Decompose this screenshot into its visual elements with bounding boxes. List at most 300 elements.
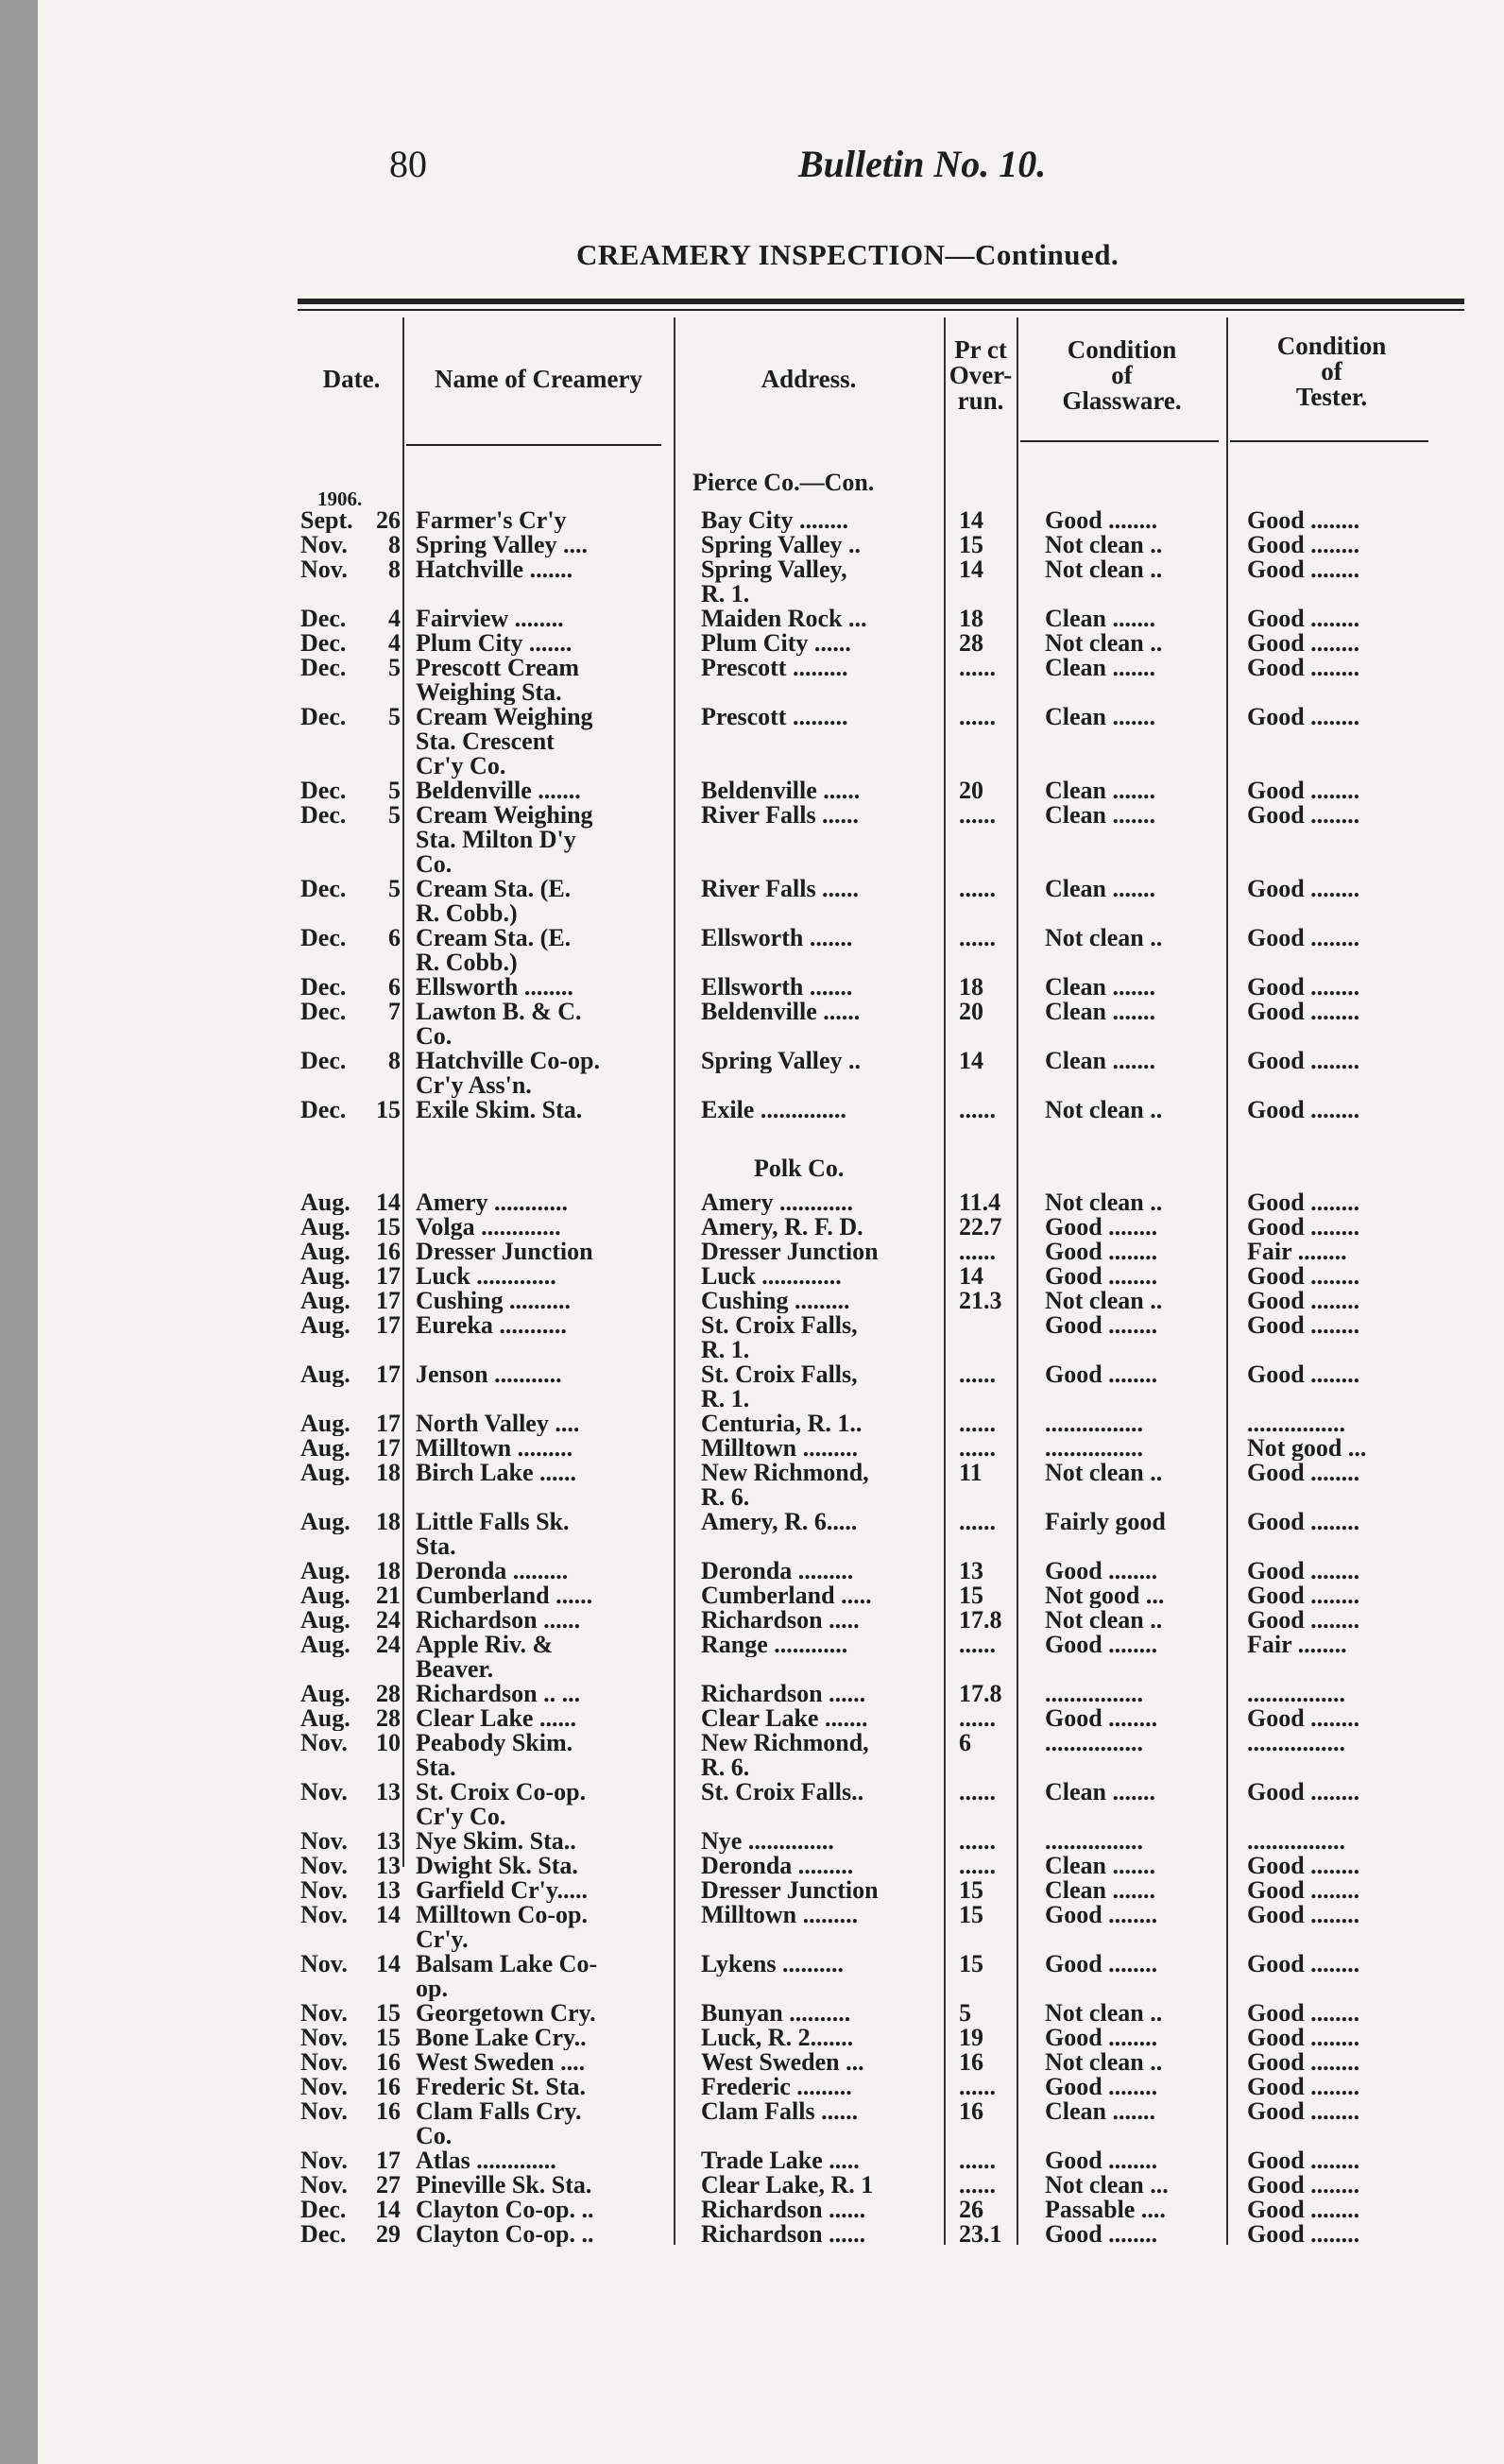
overrun-value: 21.3 xyxy=(959,1289,1002,1313)
date-day: 8 xyxy=(388,557,401,582)
date-day: 17 xyxy=(376,2148,401,2173)
tester-condition: Good ........ xyxy=(1247,1780,1360,1805)
creamery-name: Eureka ........... xyxy=(416,1313,567,1338)
date-month: Sept. xyxy=(300,508,353,533)
creamery-name: Frederic St. Sta. xyxy=(416,2075,587,2099)
col-header-name: Name of Creamery xyxy=(435,365,642,393)
creamery-name: Spring Valley .... xyxy=(416,533,589,557)
tester-condition: Good ........ xyxy=(1247,1510,1360,1534)
tester-condition: Good ........ xyxy=(1247,1362,1360,1387)
overrun-value: ...... xyxy=(959,1412,996,1436)
date-day: 18 xyxy=(376,1510,401,1534)
tester-condition: Good ........ xyxy=(1247,926,1360,950)
date-day: 5 xyxy=(388,705,401,729)
date-month: Aug. xyxy=(300,1633,350,1657)
date-day: 15 xyxy=(376,2001,401,2026)
creamery-address: Richardson ..... xyxy=(701,1608,860,1633)
glassware-condition: Good ........ xyxy=(1045,1706,1158,1731)
creamery-address: Beldenville ...... xyxy=(701,779,861,803)
date-day: 17 xyxy=(376,1264,401,1289)
date-day: 16 xyxy=(376,1240,401,1264)
creamery-name: Richardson .. ... xyxy=(416,1682,581,1706)
creamery-address: Richardson ...... xyxy=(701,2198,866,2222)
overrun-value: ...... xyxy=(959,1780,996,1805)
date-month: Dec. xyxy=(300,926,347,950)
glassware-condition: Good ........ xyxy=(1045,1313,1158,1338)
date-month: Aug. xyxy=(300,1706,350,1731)
date-month: Dec. xyxy=(300,1000,347,1024)
date-month: Nov. xyxy=(300,1854,348,1878)
overrun-value: ...... xyxy=(959,803,996,828)
overrun-value: ...... xyxy=(959,2148,996,2173)
tester-condition: ................ xyxy=(1247,1682,1345,1706)
glassware-condition: Good ........ xyxy=(1045,1362,1158,1387)
creamery-name: Hatchville Co-op. Cr'y Ass'n. xyxy=(416,1049,600,1098)
creamery-address: Milltown ......... xyxy=(701,1436,859,1461)
tester-condition: Good ........ xyxy=(1247,2001,1360,2026)
creamery-address: St. Croix Falls, R. 1. xyxy=(701,1362,858,1412)
glassware-condition: Not clean .. xyxy=(1045,1289,1163,1313)
tester-condition: Good ........ xyxy=(1247,2075,1360,2099)
glassware-condition: Not clean .. xyxy=(1045,631,1163,656)
creamery-address: Maiden Rock ... xyxy=(701,607,867,631)
date-month: Nov. xyxy=(300,1903,348,1927)
date-month: Nov. xyxy=(300,1878,348,1903)
date-day: 13 xyxy=(376,1780,401,1805)
tester-condition: Good ........ xyxy=(1247,1049,1360,1073)
date-month: Nov. xyxy=(300,2173,348,2198)
tester-condition: Good ........ xyxy=(1247,1903,1360,1927)
glassware-condition: Good ........ xyxy=(1045,1952,1158,1976)
tester-condition: Good ........ xyxy=(1247,508,1360,533)
creamery-address: New Richmond, R. 6. xyxy=(701,1461,869,1510)
date-month: Nov. xyxy=(300,533,348,557)
creamery-address: New Richmond, R. 6. xyxy=(701,1731,869,1780)
date-month: Aug. xyxy=(300,1362,350,1387)
date-month: Aug. xyxy=(300,1190,350,1215)
overrun-value: 20 xyxy=(959,1000,983,1024)
date-day: 29 xyxy=(376,2222,401,2247)
date-day: 17 xyxy=(376,1412,401,1436)
creamery-name: Richardson ...... xyxy=(416,1608,581,1633)
date-month: Nov. xyxy=(300,1780,348,1805)
date-month: Aug. xyxy=(300,1313,350,1338)
creamery-name: Peabody Skim. Sta. xyxy=(416,1731,573,1780)
creamery-address: Dresser Junction xyxy=(701,1240,879,1264)
glassware-condition: Good ........ xyxy=(1045,1559,1158,1583)
overrun-value: 23.1 xyxy=(959,2222,1002,2247)
tester-condition: Not good ... xyxy=(1247,1436,1367,1461)
overrun-value: 18 xyxy=(959,607,983,631)
date-day: 14 xyxy=(376,1903,401,1927)
tester-condition: Good ........ xyxy=(1247,607,1360,631)
date-month: Dec. xyxy=(300,607,347,631)
col-header-tester-line: Condition xyxy=(1276,332,1387,360)
date-month: Dec. xyxy=(300,779,347,803)
overrun-value: 15 xyxy=(959,1583,983,1608)
date-day: 16 xyxy=(376,2050,401,2075)
col-header-overrun-line: Over- xyxy=(949,361,1013,389)
creamery-address: Milltown ......... xyxy=(701,1903,859,1927)
date-month: Nov. xyxy=(300,557,348,582)
page-number: 80 xyxy=(389,143,427,185)
creamery-address: Prescott ......... xyxy=(701,656,848,680)
col-header-overrun-line: run. xyxy=(957,386,1004,415)
tester-condition: Good ........ xyxy=(1247,1706,1360,1731)
date-month: Aug. xyxy=(300,1608,350,1633)
tester-condition: Good ........ xyxy=(1247,1215,1360,1240)
creamery-address: Plum City ...... xyxy=(701,631,851,656)
glassware-condition: Not clean .. xyxy=(1045,926,1163,950)
date-day: 7 xyxy=(388,1000,401,1024)
date-month: Dec. xyxy=(300,705,347,729)
creamery-address: St. Croix Falls.. xyxy=(701,1780,864,1805)
date-day: 10 xyxy=(376,1731,401,1755)
date-day: 13 xyxy=(376,1854,401,1878)
date-month: Dec. xyxy=(300,877,347,901)
creamery-name: Jenson ........... xyxy=(416,1362,562,1387)
creamery-name: Fairview ........ xyxy=(416,607,564,631)
date-month: Nov. xyxy=(300,1731,348,1755)
creamery-name: Plum City ....... xyxy=(416,631,573,656)
creamery-name: Prescott Cream Weighing Sta. xyxy=(416,656,580,705)
date-day: 8 xyxy=(388,1049,401,1073)
glassware-condition: ................ xyxy=(1045,1829,1143,1854)
tester-condition: Fair ........ xyxy=(1247,1240,1347,1264)
creamery-name: Milltown Co-op. Cr'y. xyxy=(416,1903,588,1952)
glassware-condition: Good ........ xyxy=(1045,2222,1158,2247)
date-month: Aug. xyxy=(300,1264,350,1289)
creamery-address: River Falls ...... xyxy=(701,803,860,828)
overrun-value: 15 xyxy=(959,1952,983,1976)
tester-condition: Good ........ xyxy=(1247,2099,1360,2124)
overrun-value: ...... xyxy=(959,705,996,729)
creamery-address: Dresser Junction xyxy=(701,1878,879,1903)
creamery-address: Centuria, R. 1.. xyxy=(701,1412,863,1436)
date-month: Nov. xyxy=(300,2026,348,2050)
date-month: Aug. xyxy=(300,1240,350,1264)
tester-condition: Good ........ xyxy=(1247,1264,1360,1289)
date-month: Nov. xyxy=(300,2050,348,2075)
glassware-condition: Clean ....... xyxy=(1045,779,1155,803)
tester-condition: Good ........ xyxy=(1247,1854,1360,1878)
overrun-value: ...... xyxy=(959,1510,996,1534)
date-day: 8 xyxy=(388,533,401,557)
creamery-address: Cumberland ..... xyxy=(701,1583,872,1608)
year-label: 1906. xyxy=(317,488,363,510)
creamery-name: Dresser Junction xyxy=(416,1240,593,1264)
tester-condition: Good ........ xyxy=(1247,2222,1360,2247)
creamery-address: Nye .............. xyxy=(701,1829,834,1854)
overrun-value: ...... xyxy=(959,656,996,680)
date-day: 5 xyxy=(388,877,401,901)
tester-condition: Good ........ xyxy=(1247,1559,1360,1583)
overrun-value: 11 xyxy=(959,1461,983,1485)
glassware-condition: Good ........ xyxy=(1045,2075,1158,2099)
creamery-address: Amery, R. F. D. xyxy=(701,1215,863,1240)
tester-condition: Good ........ xyxy=(1247,1289,1360,1313)
col-header-tester-line: Tester. xyxy=(1295,383,1368,411)
glassware-condition: Clean ....... xyxy=(1045,607,1155,631)
glassware-condition: Not clean .. xyxy=(1045,1098,1163,1122)
tester-condition: ................ xyxy=(1247,1412,1345,1436)
date-day: 14 xyxy=(376,1952,401,1976)
date-month: Dec. xyxy=(300,803,347,828)
overrun-value: 18 xyxy=(959,975,983,1000)
glassware-condition: Good ........ xyxy=(1045,508,1158,533)
tester-condition: Good ........ xyxy=(1247,557,1360,582)
col-header-overrun-line: Pr ct xyxy=(954,335,1007,364)
creamery-address: Clam Falls ...... xyxy=(701,2099,859,2124)
overrun-value: ...... xyxy=(959,2173,996,2198)
glassware-condition: Good ........ xyxy=(1045,1240,1158,1264)
creamery-name: Amery ............ xyxy=(416,1190,569,1215)
creamery-address: Ellsworth ....... xyxy=(701,926,853,950)
overrun-value: ...... xyxy=(959,2075,996,2099)
tester-condition: Good ........ xyxy=(1247,1461,1360,1485)
glassware-condition: Good ........ xyxy=(1045,2026,1158,2050)
tester-condition: Good ........ xyxy=(1247,1608,1360,1633)
glassware-condition: Clean ....... xyxy=(1045,1854,1155,1878)
creamery-name: St. Croix Co-op. Cr'y Co. xyxy=(416,1780,587,1829)
table-body xyxy=(38,0,1504,2464)
date-day: 5 xyxy=(388,779,401,803)
date-day: 15 xyxy=(376,1215,401,1240)
tester-condition: Good ........ xyxy=(1247,2050,1360,2075)
date-month: Dec. xyxy=(300,631,347,656)
date-month: Nov. xyxy=(300,1952,348,1976)
date-month: Aug. xyxy=(300,1412,350,1436)
date-month: Dec. xyxy=(300,2198,347,2222)
creamery-name: Hatchville ....... xyxy=(416,557,573,582)
overrun-value: 6 xyxy=(959,1731,971,1755)
col-header-glassware-line: Condition xyxy=(1067,335,1177,364)
date-day: 4 xyxy=(388,631,401,656)
date-month: Aug. xyxy=(300,1436,350,1461)
glassware-condition: Clean ....... xyxy=(1045,975,1155,1000)
overrun-value: 28 xyxy=(959,631,983,656)
glassware-condition: Good ........ xyxy=(1045,1264,1158,1289)
creamery-name: Nye Skim. Sta.. xyxy=(416,1829,576,1854)
creamery-name: Milltown ......... xyxy=(416,1436,573,1461)
creamery-name: Birch Lake ...... xyxy=(416,1461,576,1485)
tester-condition: Good ........ xyxy=(1247,975,1360,1000)
tester-condition: Good ........ xyxy=(1247,2173,1360,2198)
glassware-condition: Not clean .. xyxy=(1045,1461,1163,1485)
overrun-value: 15 xyxy=(959,1878,983,1903)
tester-condition: Good ........ xyxy=(1247,1583,1360,1608)
creamery-name: Cream Sta. (E. R. Cobb.) xyxy=(416,877,572,926)
creamery-name: Cushing .......... xyxy=(416,1289,571,1313)
glassware-condition: Not clean ... xyxy=(1045,2173,1169,2198)
creamery-name: Bone Lake Cry.. xyxy=(416,2026,587,2050)
overrun-value: ...... xyxy=(959,1854,996,1878)
tester-condition: Good ........ xyxy=(1247,1098,1360,1122)
tester-condition: Good ........ xyxy=(1247,1952,1360,1976)
glassware-condition: Good ........ xyxy=(1045,1215,1158,1240)
overrun-value: 11.4 xyxy=(959,1190,1001,1215)
overrun-value: 14 xyxy=(959,557,983,582)
overrun-value: 16 xyxy=(959,2050,983,2075)
creamery-name: Lawton B. & C. Co. xyxy=(416,1000,582,1049)
tester-condition: Good ........ xyxy=(1247,1878,1360,1903)
date-day: 6 xyxy=(388,926,401,950)
county-heading: Pierce Co.—Con. xyxy=(692,469,875,496)
glassware-condition: Good ........ xyxy=(1045,2148,1158,2173)
date-day: 6 xyxy=(388,975,401,1000)
creamery-address: Deronda ......... xyxy=(701,1854,854,1878)
creamery-address: Clear Lake ....... xyxy=(701,1706,868,1731)
date-day: 16 xyxy=(376,2099,401,2124)
date-month: Nov. xyxy=(300,1829,348,1854)
creamery-address: Luck, R. 2....... xyxy=(701,2026,854,2050)
date-day: 5 xyxy=(388,656,401,680)
tester-condition: Good ........ xyxy=(1247,1000,1360,1024)
creamery-address: Luck ............. xyxy=(701,1264,842,1289)
tester-condition: ................ xyxy=(1247,1829,1345,1854)
creamery-address: Amery, R. 6..... xyxy=(701,1510,858,1534)
glassware-condition: Not good ... xyxy=(1045,1583,1165,1608)
creamery-name: Farmer's Cr'y xyxy=(416,508,567,533)
creamery-address: Bay City ........ xyxy=(701,508,848,533)
glassware-condition: Clean ....... xyxy=(1045,877,1155,901)
date-month: Aug. xyxy=(300,1682,350,1706)
date-month: Aug. xyxy=(300,1559,350,1583)
glassware-condition: Passable .... xyxy=(1045,2198,1166,2222)
creamery-name: Cream Weighing Sta. Milton D'y Co. xyxy=(416,803,593,877)
creamery-address: St. Croix Falls, R. 1. xyxy=(701,1313,858,1362)
date-month: Dec. xyxy=(300,656,347,680)
glassware-condition: ................ xyxy=(1045,1412,1143,1436)
overrun-value: 20 xyxy=(959,779,983,803)
glassware-condition: Clean ....... xyxy=(1045,1878,1155,1903)
creamery-name: West Sweden .... xyxy=(416,2050,586,2075)
date-month: Nov. xyxy=(300,2099,348,2124)
tester-condition: Good ........ xyxy=(1247,631,1360,656)
overrun-value: 17.8 xyxy=(959,1682,1002,1706)
creamery-name: Cream Sta. (E. R. Cobb.) xyxy=(416,926,572,975)
glassware-condition: ................ xyxy=(1045,1682,1143,1706)
bulletin-title: Bulletin No. 10. xyxy=(798,143,1047,185)
creamery-name: Dwight Sk. Sta. xyxy=(416,1854,578,1878)
date-month: Dec. xyxy=(300,975,347,1000)
glassware-condition: Clean ....... xyxy=(1045,1049,1155,1073)
creamery-address: River Falls ...... xyxy=(701,877,860,901)
creamery-name: North Valley .... xyxy=(416,1412,580,1436)
glassware-condition: ................ xyxy=(1045,1436,1143,1461)
overrun-value: 17.8 xyxy=(959,1608,1002,1633)
date-day: 5 xyxy=(388,803,401,828)
creamery-name: Clayton Co-op. .. xyxy=(416,2198,594,2222)
glassware-condition: Not clean .. xyxy=(1045,533,1163,557)
creamery-address: Range ............ xyxy=(701,1633,848,1657)
creamery-name: Clayton Co-op. .. xyxy=(416,2222,594,2247)
date-day: 28 xyxy=(376,1682,401,1706)
creamery-name: Garfield Cr'y..... xyxy=(416,1878,588,1903)
tester-condition: Good ........ xyxy=(1247,2026,1360,2050)
date-day: 17 xyxy=(376,1313,401,1338)
creamery-address: Amery ............ xyxy=(701,1190,854,1215)
date-day: 17 xyxy=(376,1436,401,1461)
date-day: 18 xyxy=(376,1461,401,1485)
creamery-address: Exile .............. xyxy=(701,1098,846,1122)
creamery-name: Little Falls Sk. Sta. xyxy=(416,1510,570,1559)
creamery-name: Cumberland ...... xyxy=(416,1583,593,1608)
tester-condition: Good ........ xyxy=(1247,2148,1360,2173)
date-month: Aug. xyxy=(300,1583,350,1608)
tester-condition: Good ........ xyxy=(1247,1313,1360,1338)
overrun-value: ...... xyxy=(959,926,996,950)
date-day: 21 xyxy=(376,1583,401,1608)
creamery-address: Richardson ...... xyxy=(701,2222,866,2247)
overrun-value: 15 xyxy=(959,1903,983,1927)
creamery-address: Lykens .......... xyxy=(701,1952,844,1976)
glassware-condition: Not clean .. xyxy=(1045,2050,1163,2075)
creamery-name: Cream Weighing Sta. Crescent Cr'y Co. xyxy=(416,705,593,779)
overrun-value: 19 xyxy=(959,2026,983,2050)
creamery-address: Spring Valley, R. 1. xyxy=(701,557,847,607)
creamery-address: Richardson ...... xyxy=(701,1682,866,1706)
creamery-name: Exile Skim. Sta. xyxy=(416,1098,583,1122)
date-day: 17 xyxy=(376,1362,401,1387)
date-day: 14 xyxy=(376,2198,401,2222)
date-day: 17 xyxy=(376,1289,401,1313)
overrun-value: ...... xyxy=(959,1362,996,1387)
date-day: 14 xyxy=(376,1190,401,1215)
creamery-name: Volga ............. xyxy=(416,1215,561,1240)
date-day: 16 xyxy=(376,2075,401,2099)
creamery-address: Deronda ......... xyxy=(701,1559,854,1583)
creamery-address: Clear Lake, R. 1 xyxy=(701,2173,874,2198)
glassware-condition: Clean ....... xyxy=(1045,705,1155,729)
date-day: 24 xyxy=(376,1608,401,1633)
date-month: Nov. xyxy=(300,2148,348,2173)
date-month: Nov. xyxy=(300,2075,348,2099)
col-header-address: Address. xyxy=(761,365,857,393)
table-title: CREAMERY INSPECTION—Continued. xyxy=(576,238,1119,271)
overrun-value: ...... xyxy=(959,877,996,901)
overrun-value: 13 xyxy=(959,1559,983,1583)
date-month: Aug. xyxy=(300,1215,350,1240)
overrun-value: 14 xyxy=(959,1049,983,1073)
date-day: 24 xyxy=(376,1633,401,1657)
creamery-name: Balsam Lake Co- op. xyxy=(416,1952,598,2001)
creamery-address: Ellsworth ....... xyxy=(701,975,853,1000)
col-header-date: Date. xyxy=(322,365,381,393)
overrun-value: ...... xyxy=(959,1706,996,1731)
glassware-condition: Fairly good xyxy=(1045,1510,1166,1534)
creamery-name: Luck ............. xyxy=(416,1264,556,1289)
glassware-condition: Clean ....... xyxy=(1045,656,1155,680)
creamery-address: Cushing ......... xyxy=(701,1289,850,1313)
creamery-name: Clear Lake ...... xyxy=(416,1706,576,1731)
tester-condition: Fair ........ xyxy=(1247,1633,1347,1657)
county-heading: Polk Co. xyxy=(754,1155,845,1182)
overrun-value: 14 xyxy=(959,508,983,533)
creamery-address: Spring Valley .. xyxy=(701,1049,862,1073)
creamery-name: Clam Falls Cry. Co. xyxy=(416,2099,582,2148)
date-day: 15 xyxy=(376,1098,401,1122)
overrun-value: ...... xyxy=(959,1098,996,1122)
creamery-address: Frederic ......... xyxy=(701,2075,852,2099)
glassware-condition: Clean ....... xyxy=(1045,2099,1155,2124)
glassware-condition: Clean ....... xyxy=(1045,1000,1155,1024)
date-month: Aug. xyxy=(300,1510,350,1534)
date-day: 13 xyxy=(376,1829,401,1854)
tester-condition: Good ........ xyxy=(1247,656,1360,680)
tester-condition: Good ........ xyxy=(1247,533,1360,557)
date-day: 4 xyxy=(388,607,401,631)
